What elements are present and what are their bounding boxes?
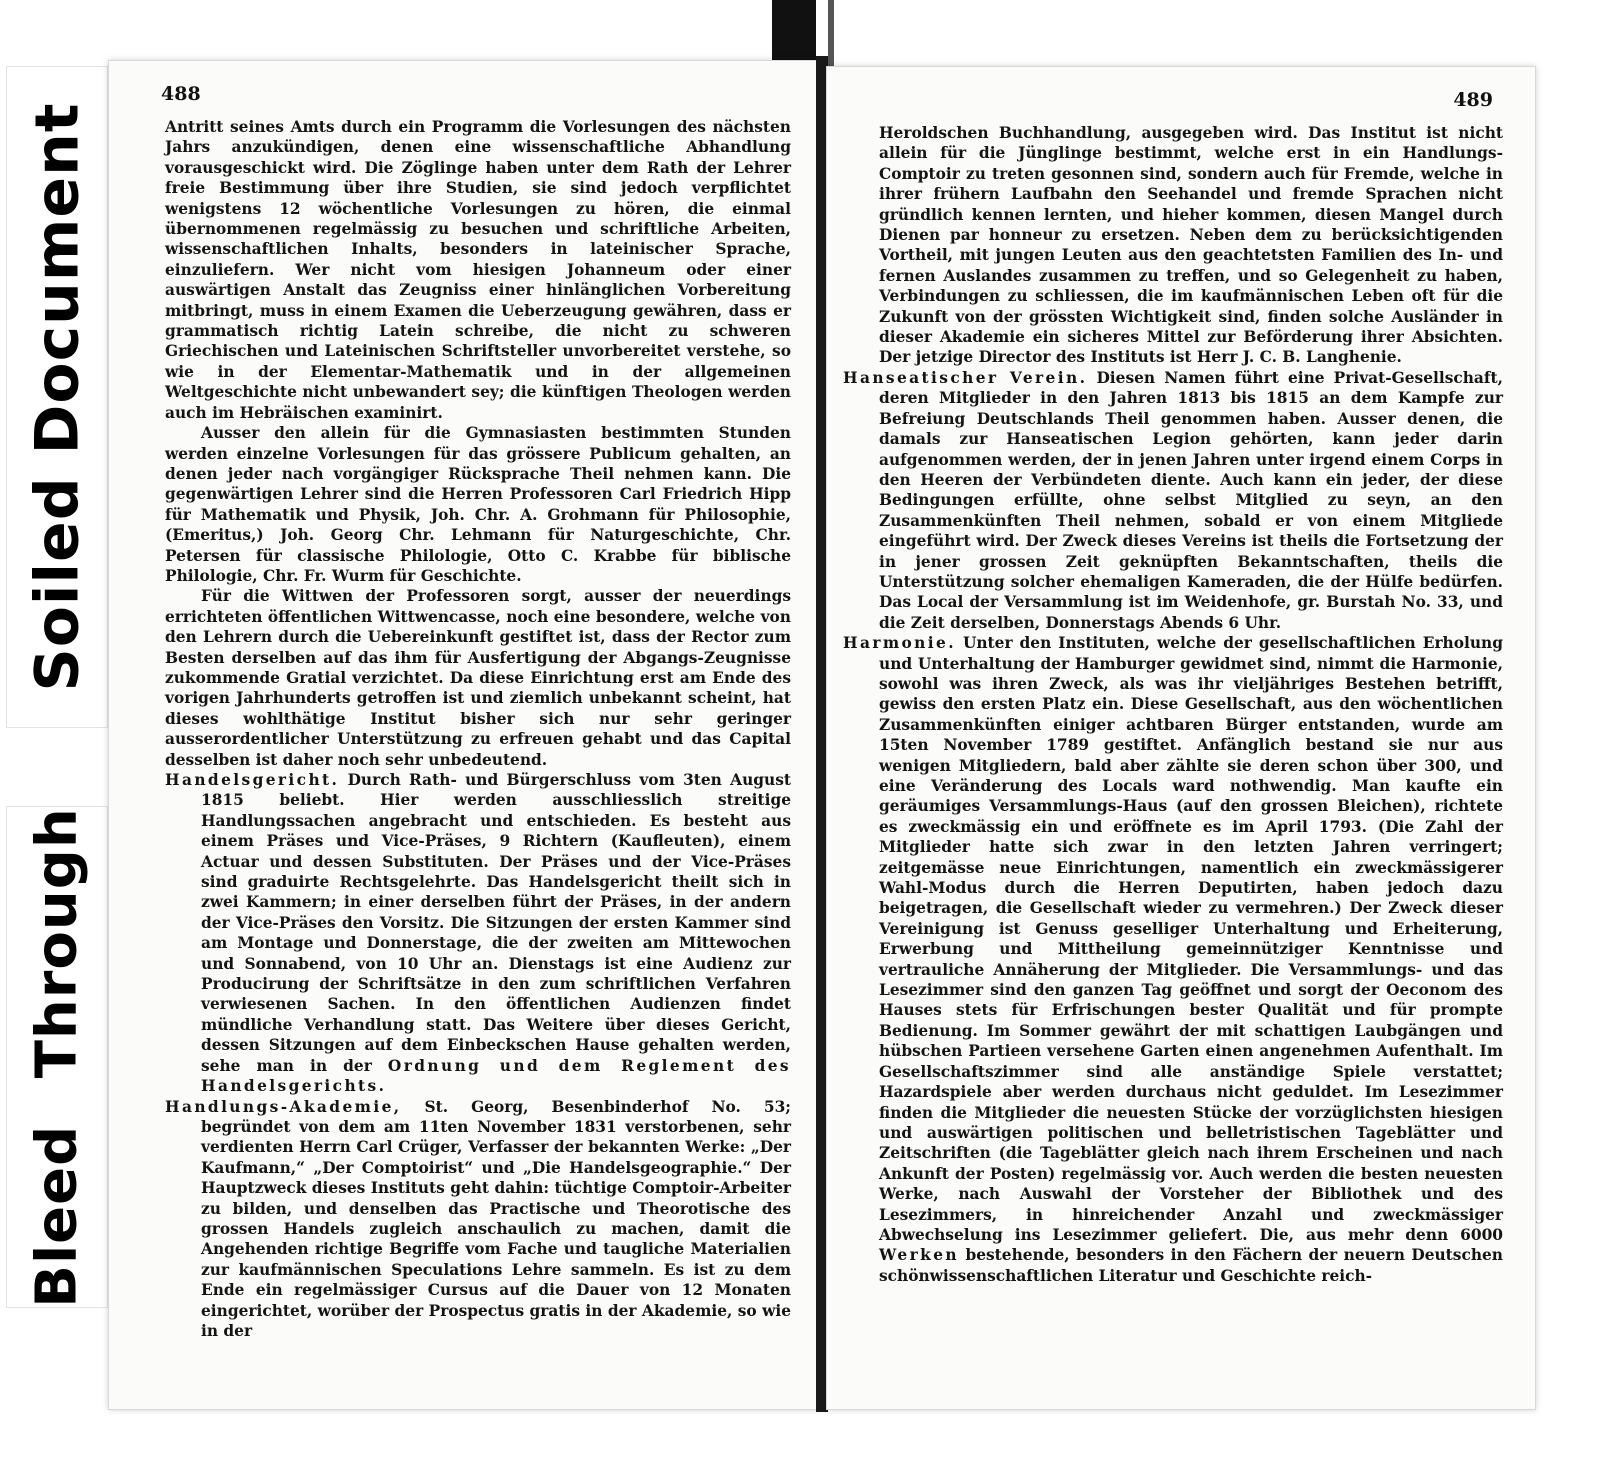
bleed-through-text: Bleed Through [24,806,90,1308]
entry-text-harmonie-tail: bestehende, besonders in den Fächern der neuern Deutschen schönwissenschaftlichen Literatur und Geschichte reich- [879,1246,1503,1285]
entry-text-handlungs-akademie: St. Georg, Besenbinderhof No. 53; begründet von dem am 11ten November 1831 verstorbenen, sehr verdienten Herrn Carl Crüger, Verfasser der bekannten Werke: „Der Kaufmann,“ „Der Comptoirist“ und „Die Handelsgeographie.“ Der Hauptzweck dieses Instituts geht dahin: tüchtige Comptoir-Arbeiter zu bilden, und denselben das Practische und Theorotische des grossen Handels zugleich anschaulich zu machen, damit die Angehenden richtige Begriffe vom Fache und taugliche Materialien zur kaufmännischen Speculations Lehre sammeln. Es ist zu dem Ende ein regelmässiger Cursus auf die Dauer von 12 Monaten eingerichtet, worüber der Prospectus gratis in der Akademie, so wie in der [201,1097,791,1340]
entry-handlungs-akademie [165,1097,791,1342]
paragraph-lectures-teachers: Ausser den allein für die Gymnasiasten bestimmten Stunden werden einzelne Vorlesungen für das grössere Publicum gehalten, an denen jeder nach vorgängiger Rücksprache Theil nehmen kann. Die gegenwärtigen Lehrer sind die Herren Professoren Carl Friedrich Hipp für Mathematik und Physik, Joh. Chr. A. Grohmann für Philosophie, (Emeritus,) Joh. Georg Chr. Lehmann für Naturgeschichte, Chr. Petersen für classische Philologie, Otto C. Krabbe für biblische Philologie, Chr. Fr. Wurm für Geschichte. [165,424,791,585]
entry-hanseatischer-verein [843,368,1503,633]
scan-edge-top-right [828,0,834,66]
bleed-through-label [6,806,108,1308]
right-page [826,66,1536,1410]
entry-handelsgericht [165,770,791,1097]
right-page-body [843,123,1503,1286]
entry-text-harmonie: Unter den Instituten, welche der gesellschaftlichen Erholung und Unterhaltung der Hamburger gewidmet sind, nimmt die Harmonie, sowohl was ihren Zweck, als was ihr vieljähriges Bestehen betrifft, gewiss den ersten Platz ein. Diese Gesellschaft, aus den wöchentlichen Zusammenkünften einiger achtbaren Bürger entstanden, wurde am 15ten November 1789 gestiftet. Anfänglich bestand sie nur aus wenigen Mitgliedern, bald aber zählte sie deren schon über 300, und eine Veränderung des Locals ward nothwendig. Man kaufte ein geräumiges Versammlungs-Haus (auf den grossen Bleichen), richtete es zweckmässig ein und eröffnete es im April 1793. (Die Zahl der Mitglieder hatte sich zwar in den letzten Jahren verringert; zeitgemässe neue Einrichtungen, namentlich ein zweckmässigerer Wahl-Modus durch die Herren Deputirten, haben jedoch dazu beigetragen, die Gesellschaft wieder zu vermehren.) Der Zweck dieser Vereinigung ist Genuss geselliger Unterhaltung und Erheiterung, Erwerbung und Mittheilung gemeinnütziger Kenntnisse und vertrauliche Annäherung der Mitglieder. Die Versammlungs- und das Lesezimmer sind den ganzen Tag geöffnet und sorgt der Oeconom des Hauses stets für Erfrischungen bester Qualität und für prompte Bedienung. Im Sommer gewährt der mit schattigen Laubgängen und hübschen Partieen versehene Garten einen angenehmen Aufenthalt. Im Gesellschaftszimmer sind alle anständige Spiele verstattet; Hazardspiele aber werden durchaus nicht geduldet. Im Lesezimmer finden die Mitglieder die neuesten Stücke der vorzüglichsten hiesigen und auswärtigen politischen und belletristischen Tageblätter und Zeitschriften (die Tageblätter gleich nach ihrem Erscheinen und nach Ankunft der Posten) regelmässig vor. Auch werden die besten neuesten Werke, nach Auswahl der Vorsteher der Bibliothek und des Lesezimmers, in hinreichender Anzahl und zweckmässiger Abwechselung ins Lesezimmer geliefert. Die, aus mehr denn 6000 [879,634,1503,1244]
soiled-document-text: Soiled Document [22,102,93,692]
entry-werken-emphasis: Werken [879,1246,959,1265]
right-page-number: 489 [1453,89,1493,111]
paragraph-widows-fund: Für die Wittwen der Professoren sorgt, ausser der neuerdings errichteten öffentlichen Wittwencasse, noch eine besondere, welche von den Lehrern durch die Uebereinkunft gestiftet ist, dass der Rector zum Besten derselben auf das ihm für Ausfertigung der Abgangs-Zeugnisse zukommende Gratial verzichtet. Da diese Einrichtung erst am Ende des vorigen Jahrhunderts getroffen ist und ziemlich unbekannt scheint, hat dieses wohlthätige Institut bisher sich nur sehr geringer ausserordentlicher Unterstützung zu erfreuen gehabt und das Capital desselben ist daher noch sehr unbedeutend. [165,587,791,769]
entry-text-hanseatischer-verein: Diesen Namen führt eine Privat-Gesellschaft, deren Mitglieder in den Jahren 1813 bis 1815 an dem Kampfe zur Befreiung Deutschlands Theil genommen haben. Ausser denen, die damals zur Hanseatischen Legion gehörten, kann jeder darin aufgenommen werden, der in jenen Jahren unter irgend einem Corps in den Heeren der Verbündeten diente. Auch kann ein jeder, der diese Bedingungen erfüllte, ohne selbst Mitglied zu seyn, an den Zusammenkünften Theil nehmen, sobald er von einem Mitgliede eingeführt wird. Der Zweck dieses Vereins ist theils die Fortsetzung der in jener grossen Zeit geknüpften Bekanntschaften, theils die Unterstützung solcher ehemaligen Kameraden, die der Hülfe bedürfen. Das Local der Versammlung ist im Weidenhofe, gr. Burstah No. 33, und die Zeit derselben, Donnerstags Abends 6 Uhr. [879,368,1503,632]
soiled-document-label [6,66,108,728]
paragraph-akademie-continued [843,123,1503,368]
entry-heading-handlungs-akademie: Handlungs-Akademie, [165,1097,402,1116]
entry-text-handelsgericht: Durch Rath- und Bürgerschluss vom 3ten August 1815 beliebt. Hier werden ausschliesslich streitige Handlungssachen angebracht und entschieden. Es besteht aus einem Präses und Vice-Präses, 9 Richtern (Kaufleuten), einem Actuar und dessen Substituten. Der Präses und der Vice-Präses sind graduirte Rechtsgelehrte. Das Handelsgericht theilt sich in zwei Kammern; in einer derselben führt der Präses, in der andern der Vice-Präses den Vorsitz. Die Sitzungen der ersten Kammer sind am Montage und Donnerstage, die der zweiten am Mittewochen und Sonnabend, von 10 Uhr an. Dienstags ist eine Audienz zur Producirung der Schriftsätze in den zum schriftlichen Verfahren verwiesenen Sachen. In den öffentlichen Audienzen findet mündliche Verhandlung statt. Das Weitere über dieses Gericht, dessen Sitzungen auf dem Einbeckschen Hause gehalten werden, sehe man in der [201,771,791,1075]
paragraph-gymnasium-admission: Antritt seines Amts durch ein Programm die Vorlesungen des nächsten Jahrs anzukündigen, denen eine wissenschaftliche Abhandlung vorausgeschickt wird. Die Zöglinge haben unter dem Rath der Lehrer freie Bestimmung über ihre Studien, sie sind jedoch verpflichtet wenigstens 12 wöchentliche Vorlesungen zu hören, die einmal übernommenen regelmässig zu besuchen und schriftliche Arbeiten, wissenschaftlichen Inhalts, besonders in lateinischer Sprache, einzuliefern. Wer nicht vom hiesigen Johanneum oder einer auswärtigen Anstalt das Zeugniss einer hinlänglichen Vorbereitung mitbringt, muss in einem Examen die Ueberzeugung gewähren, dass er grammatisch richtig Latein schreibe, die nicht zu schweren Griechischen und Lateinischen Schriftsteller unvorbereitet verstehe, so wie in der Elementar-Mathematik und in der allgemeinen Weltgeschichte nicht unbewandert sey; die künftigen Theologen werden auch im Hebräischen examinirt. [165,118,791,422]
left-page-number: 488 [161,83,201,105]
akademie-continued-text: Heroldschen Buchhandlung, ausgegeben wird. Das Institut ist nicht allein für die Jünglinge bestimmt, welche erst in ein Handlungs-Comptoir zu treten gesonnen sind, sondern auch für Fremde, welche in ihrer frühern Laufbahn den Seehandel und fremde Sprachen nicht gründlich kennen lernten, und hieher kommen, diesen Mangel durch Dienen par honneur zu ersetzen. Neben dem zu berücksichtigenden Vortheil, mit jungen Leuten aus den geachtetsten Familien des In- und fernen Auslandes zusammen zu treffen, und so Gelegenheit zu haben, Verbindungen zu schliessen, die im kaufmännischen Leben oft für die Zukunft von der grössten Wichtigkeit sind, finden solche Ausländer in dieser Akademie ein sicheres Mittel zur Beförderung ihrer Absichten. Der jetzige Director des Instituts ist Herr J. C. B. Langhenie. [879,124,1503,367]
entry-heading-handelsgericht: Handelsgericht. [165,771,340,789]
entry-heading-hanseatischer-verein: Hanseatischer Verein. [843,368,1088,387]
left-page-body [165,117,791,1341]
entry-reference-reglement: Ordnung und dem Reglement des Handelsgerichts. [201,1056,791,1096]
entry-heading-harmonie: Harmonie. [843,634,956,653]
entry-harmonie [843,633,1503,1286]
left-page [108,60,822,1410]
scan-edge-top-left [772,0,816,66]
